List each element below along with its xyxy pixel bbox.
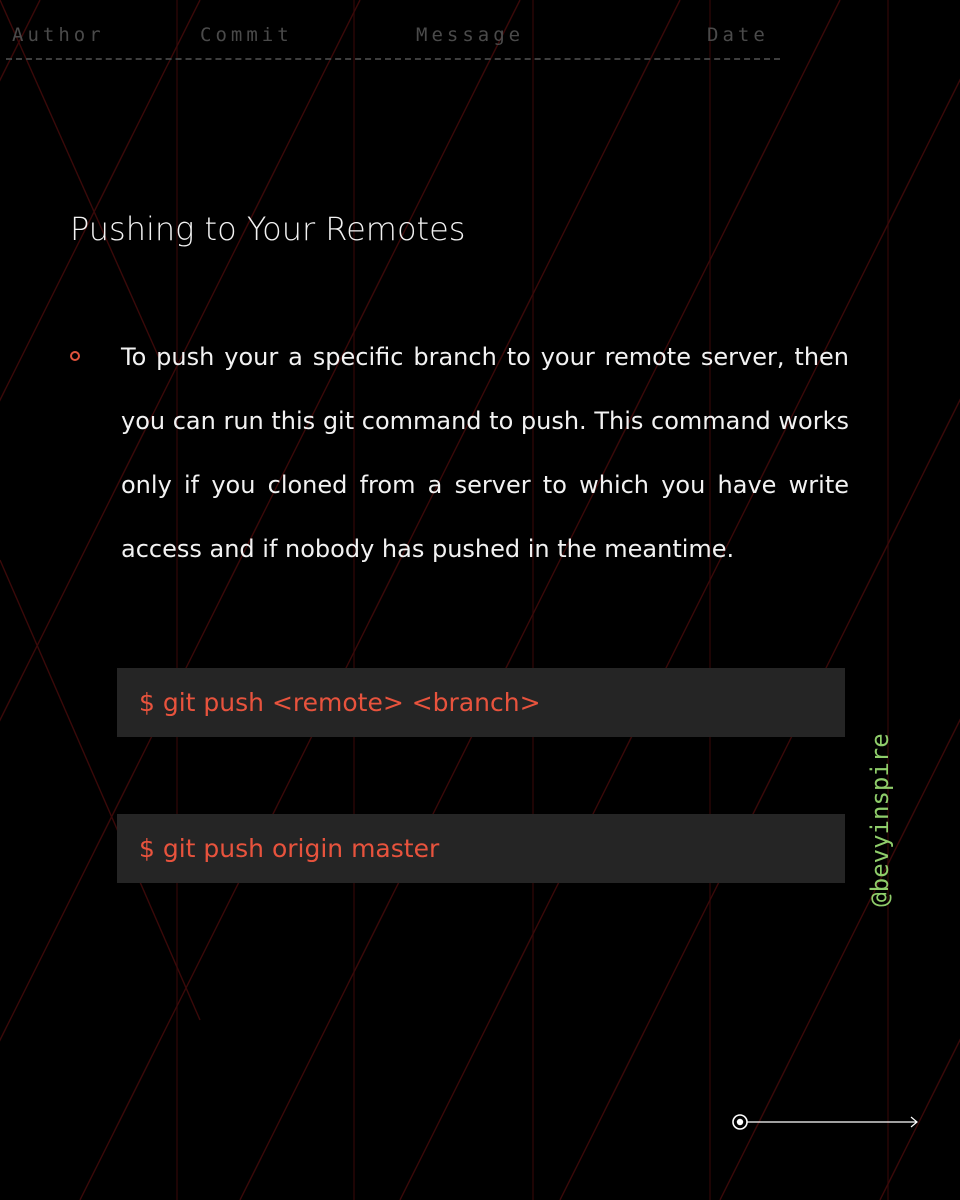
header-message-label: Message — [416, 24, 525, 46]
header-author-label: Author — [12, 24, 105, 46]
hollow-circle-bullet-icon — [70, 351, 80, 361]
slide-title: Pushing to Your Remotes — [70, 210, 466, 248]
code-block-push-origin-master — [117, 814, 845, 883]
next-arrow-icon[interactable] — [730, 1112, 924, 1132]
code-command-text: $ git push origin master — [139, 834, 440, 863]
header-commit-label: Commit — [200, 24, 293, 46]
header-date-label: Date — [707, 24, 769, 46]
header-dashed-divider — [6, 58, 780, 60]
code-command-text: $ git push <remote> <branch> — [139, 688, 541, 717]
vertical-grid-lines — [177, 0, 888, 1200]
social-handle-text: @bevyinspire — [866, 733, 894, 907]
bullet-paragraph: To push your a specific branch to your remote server, then you can run this git command to push. This command works only if you cloned from a server to which you have write access and if nobody has pushed in the meantime. — [121, 343, 849, 563]
code-block-push-remote-branch — [117, 668, 845, 737]
